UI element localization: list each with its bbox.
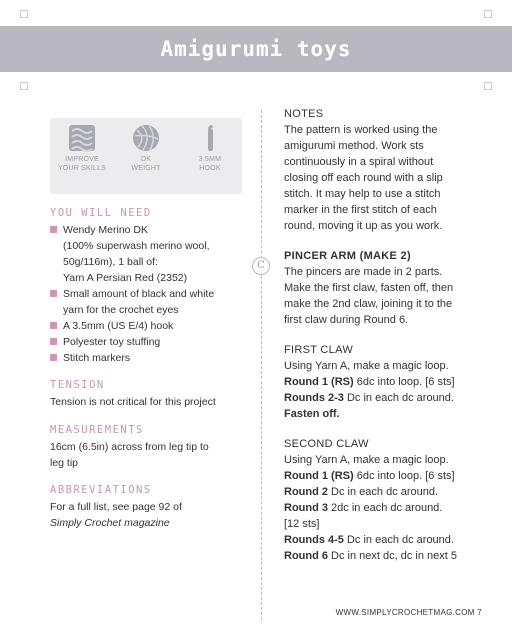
icon-label: YOUR SKILLS (57, 165, 107, 172)
logo-badge: C (252, 257, 270, 275)
list-item: Small amount of black and white yarn for the crochet eyes (50, 286, 250, 318)
icon-label: IMPROVE (65, 156, 99, 163)
notes-text: The pattern is worked using the amigurumi method. Work sts continuously in a spiral without closing off each round with a slip stitch. It may help to use a stitch marker in the first stitch of each round, moving it up as you work. (284, 124, 443, 232)
skill-level (52, 124, 112, 173)
page-number: 7 (477, 608, 482, 617)
yarn-weight (116, 124, 176, 173)
icon-label: WEIGHT (131, 165, 161, 172)
list-item: Stitch markers (50, 350, 250, 366)
corner-square (484, 82, 492, 90)
page-title: Amigurumi toys (160, 37, 352, 61)
list-item: A 3.5mm (US E/4) hook (50, 318, 250, 334)
corner-square (20, 10, 28, 18)
abbreviations-text: For a full list, see page 92 of Simply Crochet magazine (50, 501, 182, 529)
hook-icon (196, 124, 224, 152)
list-item: Polyester toy stuffing (50, 334, 250, 350)
icon-label: 3.5MM (198, 156, 222, 163)
measurements-text: 16cm (6.5in) across from leg tip to leg tip (50, 441, 209, 469)
page-footer (300, 608, 482, 617)
title-banner (0, 26, 512, 72)
you-will-need-heading: YOU WILL NEED (50, 207, 152, 219)
tension-text: Tension is not critical for this project (50, 396, 216, 408)
footer-url: WWW.SIMPLYCROCHETMAG.COM (335, 608, 475, 617)
right-column (284, 106, 484, 564)
tension-heading: TENSION (50, 379, 105, 391)
second-claw-text: Using Yarn A, make a magic loop. Round 1 (RS) 6dc into loop. [6 sts] Round 2 Dc in each dc around. Round 3 2dc in each dc around. [12 sts] Rounds 4-5 Dc in each dc around. Round 6 Dc in next dc, dc in next 5 (284, 454, 458, 562)
skill-info-box (50, 118, 242, 194)
notes-heading: NOTES (284, 108, 324, 120)
pincer-arm-text: The pincers are made in 2 parts. Make the first claw, fasten off, then make the 2nd claw, joining it to the first claw during Round 6. (284, 266, 454, 326)
corner-square (484, 10, 492, 18)
corner-square (20, 82, 28, 90)
second-claw-heading: SECOND CLAW (284, 438, 369, 450)
materials-list (50, 222, 250, 366)
measurements-heading: MEASUREMENTS (50, 424, 144, 436)
abbreviations-heading: ABBREVIATIONS (50, 484, 152, 496)
ball-icon (132, 124, 160, 152)
first-claw-heading: FIRST CLAW (284, 344, 354, 356)
left-column (50, 206, 250, 531)
column-divider (261, 110, 262, 620)
hook-size (180, 124, 240, 173)
yarn-icon (68, 124, 96, 152)
list-item: Wendy Merino DK (100% superwash merino wool, 50g/116m), 1 ball of: Yarn A Persian Red (2352) (50, 222, 250, 286)
pincer-arm-heading: PINCER ARM (MAKE 2) (284, 250, 411, 262)
icon-label: DK (140, 156, 152, 163)
icon-label: HOOK (199, 165, 221, 172)
first-claw-text: Using Yarn A, make a magic loop. Round 1 (RS) 6dc into loop. [6 sts] Rounds 2-3 Dc in each dc around. Fasten off. (284, 360, 455, 420)
